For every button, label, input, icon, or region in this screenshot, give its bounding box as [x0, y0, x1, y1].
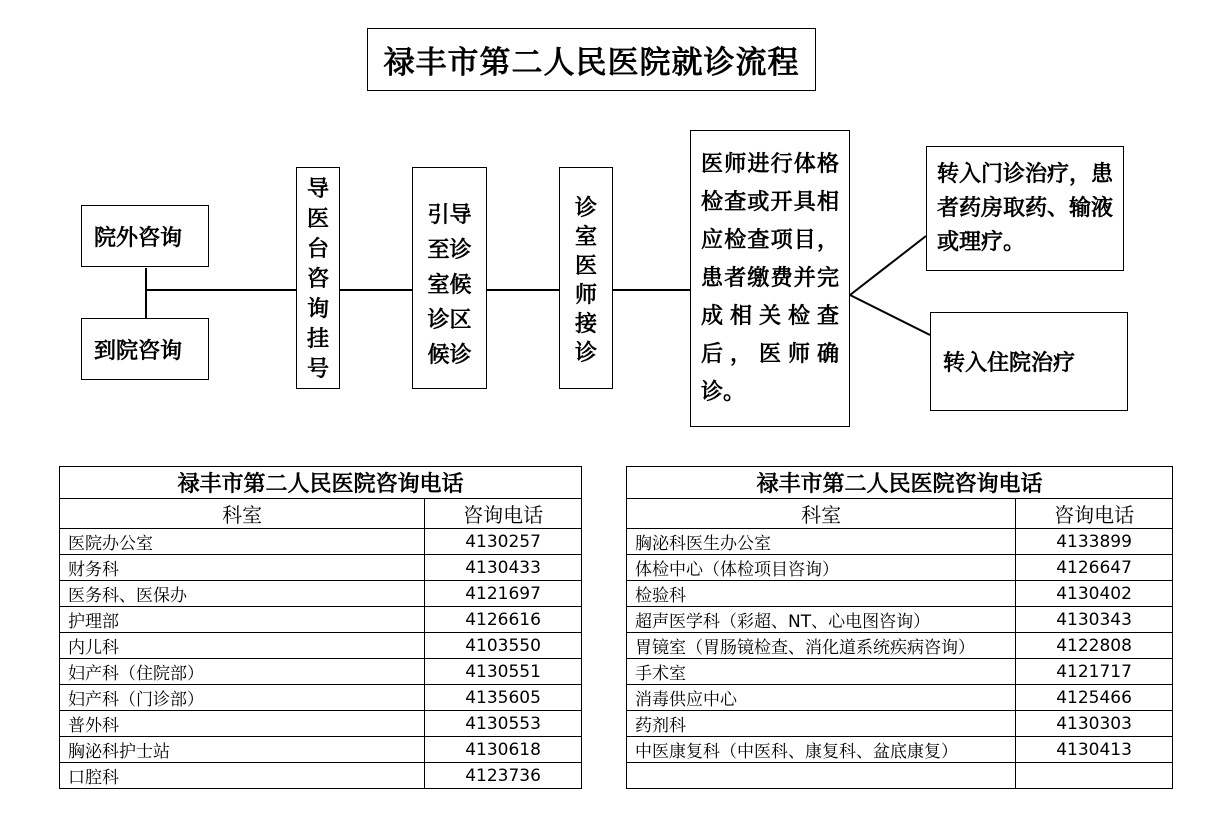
table-row — [60, 737, 582, 763]
phone-cell: 4130413 — [1016, 737, 1173, 763]
onsite-consult-box — [81, 318, 209, 380]
dept-cell: 妇产科（门诊部） — [60, 685, 425, 711]
dept-cell: 护理部 — [60, 607, 425, 633]
table-title: 禄丰市第二人民医院咨询电话 — [60, 467, 582, 499]
dept-cell: 医院办公室 — [60, 529, 425, 555]
phone-cell: 4121697 — [425, 581, 582, 607]
doctor-receive-box — [559, 167, 613, 389]
guide-char: 咨 — [306, 266, 329, 292]
guide-char: 医 — [306, 206, 329, 232]
guide-register-box — [296, 167, 340, 389]
dept-cell: 胸泌科医生办公室 — [627, 529, 1016, 555]
phone-cell: 4130433 — [425, 555, 582, 581]
outside-consult-box — [81, 205, 209, 267]
table-row — [60, 607, 582, 633]
outpatient-text: 转入门诊治疗，患者药房取药、输液或理疗。 — [937, 161, 1114, 255]
table-row — [627, 685, 1173, 711]
phone-cell: 4133899 — [1016, 529, 1173, 555]
col-dept-header: 科室 — [627, 499, 1016, 529]
guide-char: 号 — [306, 356, 329, 382]
waiting-area-box — [412, 167, 487, 389]
guide-char: 导 — [306, 176, 329, 202]
outpatient-box — [926, 146, 1124, 271]
receive-char: 诊 — [574, 340, 597, 366]
phone-cell: 4103550 — [425, 633, 582, 659]
waiting-line: 至诊 — [427, 237, 472, 263]
waiting-line: 候诊 — [427, 342, 472, 368]
table-row — [60, 529, 582, 555]
dept-cell: 超声医学科（彩超、NT、心电图咨询） — [627, 607, 1016, 633]
col-phone-header: 咨询电话 — [425, 499, 582, 529]
phone-cell: 4123736 — [425, 763, 582, 789]
dept-cell: 内儿科 — [60, 633, 425, 659]
receive-char: 师 — [574, 282, 597, 308]
dept-cell: 胸泌科护士站 — [60, 737, 425, 763]
table-title: 禄丰市第二人民医院咨询电话 — [627, 467, 1173, 499]
outside-consult-label: 院外咨询 — [94, 224, 183, 251]
dept-cell: 胃镜室（胃肠镜检查、消化道系统疾病咨询） — [627, 633, 1016, 659]
phone-cell: 4135605 — [425, 685, 582, 711]
dept-cell: 口腔科 — [60, 763, 425, 789]
dept-cell: 医务科、医保办 — [60, 581, 425, 607]
phone-cell: 4122808 — [1016, 633, 1173, 659]
dept-cell — [627, 763, 1016, 789]
table-row — [60, 633, 582, 659]
table-row — [60, 581, 582, 607]
phone-cell: 4126647 — [1016, 555, 1173, 581]
phone-cell: 4130551 — [425, 659, 582, 685]
dept-cell: 消毒供应中心 — [627, 685, 1016, 711]
table-row — [60, 659, 582, 685]
receive-char: 诊 — [574, 195, 597, 221]
table-row — [627, 529, 1173, 555]
dept-cell: 普外科 — [60, 711, 425, 737]
table-row — [627, 607, 1173, 633]
phone-cell: 4130257 — [425, 529, 582, 555]
phone-cell: 4130402 — [1016, 581, 1173, 607]
table-row — [60, 711, 582, 737]
phone-cell: 4121717 — [1016, 659, 1173, 685]
table-row — [627, 737, 1173, 763]
table-row — [60, 685, 582, 711]
dept-cell: 检验科 — [627, 581, 1016, 607]
table-row — [627, 763, 1173, 789]
phone-cell: 4125466 — [1016, 685, 1173, 711]
table-row — [60, 555, 582, 581]
phone-cell: 4130343 — [1016, 607, 1173, 633]
guide-char: 挂 — [306, 326, 329, 352]
dept-cell: 财务科 — [60, 555, 425, 581]
page-title: 禄丰市第二人民医院就诊流程 — [367, 28, 816, 91]
phone-cell: 4130303 — [1016, 711, 1173, 737]
waiting-line: 引导 — [427, 202, 472, 228]
guide-char: 台 — [306, 236, 329, 262]
col-phone-header: 咨询电话 — [1016, 499, 1173, 529]
doctor-exam-box — [690, 130, 850, 427]
phone-cell: 4126616 — [425, 607, 582, 633]
dept-cell: 药剂科 — [627, 711, 1016, 737]
receive-char: 接 — [574, 311, 597, 337]
col-dept-header: 科室 — [60, 499, 425, 529]
table-row — [627, 581, 1173, 607]
table-row — [60, 763, 582, 789]
inpatient-text: 转入住院治疗 — [943, 350, 1076, 376]
inpatient-box — [930, 312, 1128, 411]
table-row — [627, 711, 1173, 737]
dept-cell: 手术室 — [627, 659, 1016, 685]
table-row — [627, 633, 1173, 659]
phone-cell: 4130553 — [425, 711, 582, 737]
receive-char: 室 — [574, 224, 597, 250]
onsite-consult-label: 到院咨询 — [94, 337, 183, 364]
guide-char: 询 — [306, 296, 329, 322]
dept-cell: 体检中心（体检项目咨询） — [627, 555, 1016, 581]
phone-table-left — [59, 466, 582, 789]
waiting-line: 诊区 — [427, 307, 472, 333]
dept-cell: 妇产科（住院部） — [60, 659, 425, 685]
dept-cell: 中医康复科（中医科、康复科、盆底康复） — [627, 737, 1016, 763]
table-row — [627, 659, 1173, 685]
doctor-exam-text: 医师进行体格检查或开具相应检查项目，患者缴费并完成相关检查后，医师确诊。 — [701, 151, 839, 405]
phone-table-right — [626, 466, 1173, 789]
table-row — [627, 555, 1173, 581]
receive-char: 医 — [574, 253, 597, 279]
phone-cell — [1016, 763, 1173, 789]
waiting-line: 室候 — [427, 272, 472, 298]
phone-cell: 4130618 — [425, 737, 582, 763]
